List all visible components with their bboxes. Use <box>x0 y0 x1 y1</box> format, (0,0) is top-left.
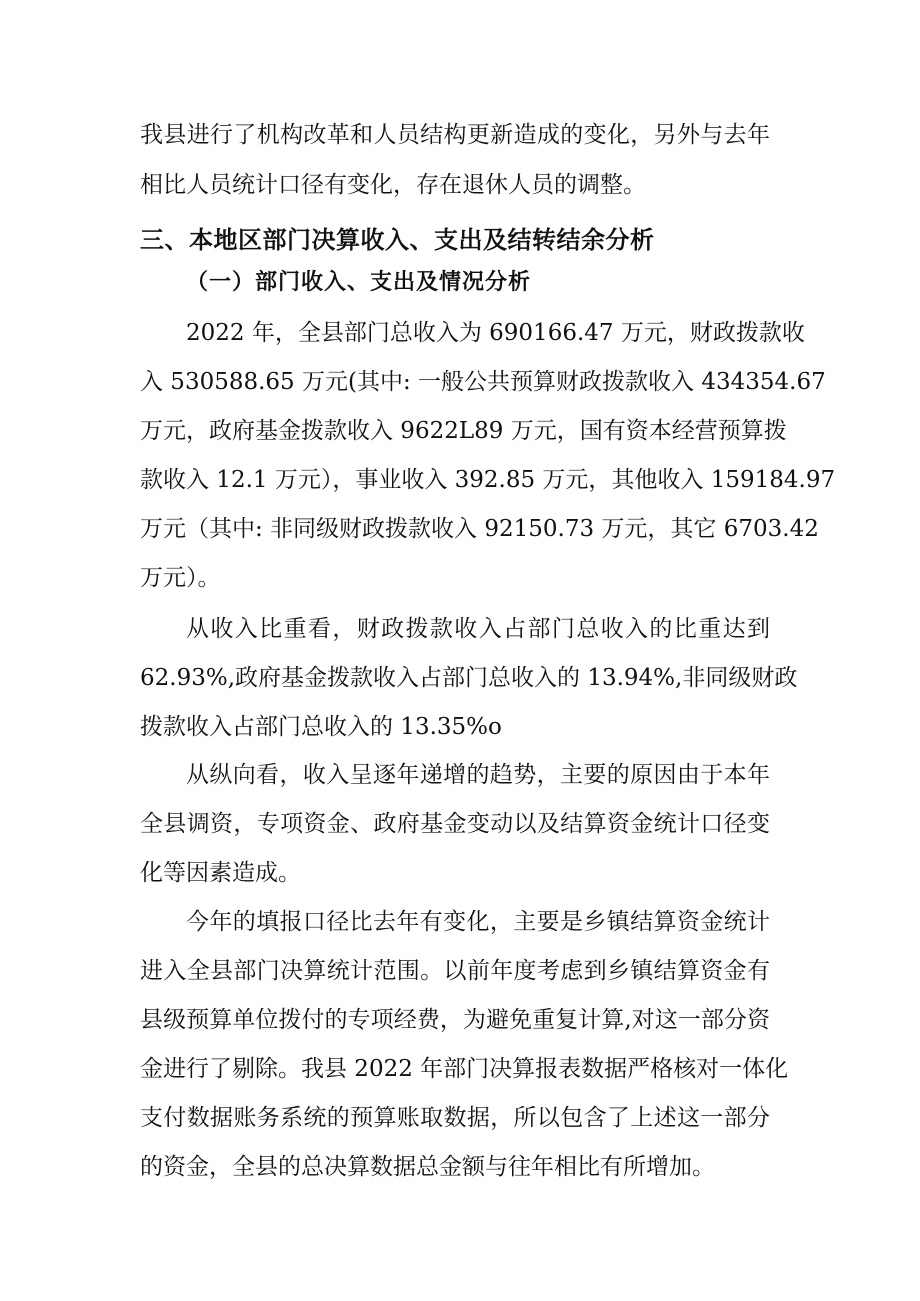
paragraph-line: 进入全县部门决算统计范围。以前年度考虑到乡镇结算资金有 <box>140 958 770 984</box>
paragraph-line: 县级预算单位拨付的专项经费，为避免重复计算,对这一部分资 <box>140 1007 770 1033</box>
paragraph-line: 从纵向看，收入呈逐年递增的趋势，主要的原因由于本年 <box>186 762 770 788</box>
paragraph-line: 化等因素造成。 <box>140 860 301 886</box>
paragraph-line: 全县调资，专项资金、政府基金变动以及结算资金统计口径变 <box>140 811 770 837</box>
paragraph-line: 62.93%,政府基金拨款收入占部门总收入的 13.94%,非同级财政 <box>140 665 798 691</box>
paragraph-line: 拨款收入占部门总收入的 13.35%o <box>140 714 502 740</box>
paragraph-line: 款收入 12.1 万元），事业收入 392.85 万元，其他收入 159184.97 <box>140 467 836 493</box>
paragraph-line: 支付数据账务系统的预算账取数据，所以包含了上述这一部分 <box>140 1105 770 1131</box>
paragraph-line: 金进行了剔除。我县 2022 年部门决算报表数据严格核对一体化 <box>140 1056 789 1082</box>
paragraph-line: 今年的填报口径比去年有变化，主要是乡镇结算资金统计 <box>186 909 770 935</box>
paragraph-line: 相比人员统计口径有变化，存在退休人员的调整。 <box>140 172 646 198</box>
paragraph-line: 入 530588.65 万元(其中: 一般公共预算财政拨款收入 434354.67 <box>140 369 826 395</box>
paragraph-line: 的资金，全县的总决算数据总金额与往年相比有所增加。 <box>140 1154 715 1180</box>
paragraph-line: 万元）。 <box>140 565 221 591</box>
paragraph-line: 从收入比重看，财政拨款收入占部门总收入的比重达到 <box>186 616 770 642</box>
paragraph-line: 万元（其中: 非同级财政拨款收入 92150.73 万元，其它 6703.42 <box>140 516 819 542</box>
subsection-heading: （一）部门收入、支出及情况分析 <box>186 270 532 295</box>
section-heading: 三、本地区部门决算收入、支出及结转结余分析 <box>140 226 655 254</box>
paragraph-line: 2022 年，全县部门总收入为 690166.47 万元，财政拨款收 <box>186 320 805 346</box>
paragraph-line: 万元，政府基金拨款收入 9622L89 万元，国有资本经营预算拨 <box>140 418 787 444</box>
paragraph-line: 我县进行了机构改革和人员结构更新造成的变化，另外与去年 <box>140 122 770 148</box>
